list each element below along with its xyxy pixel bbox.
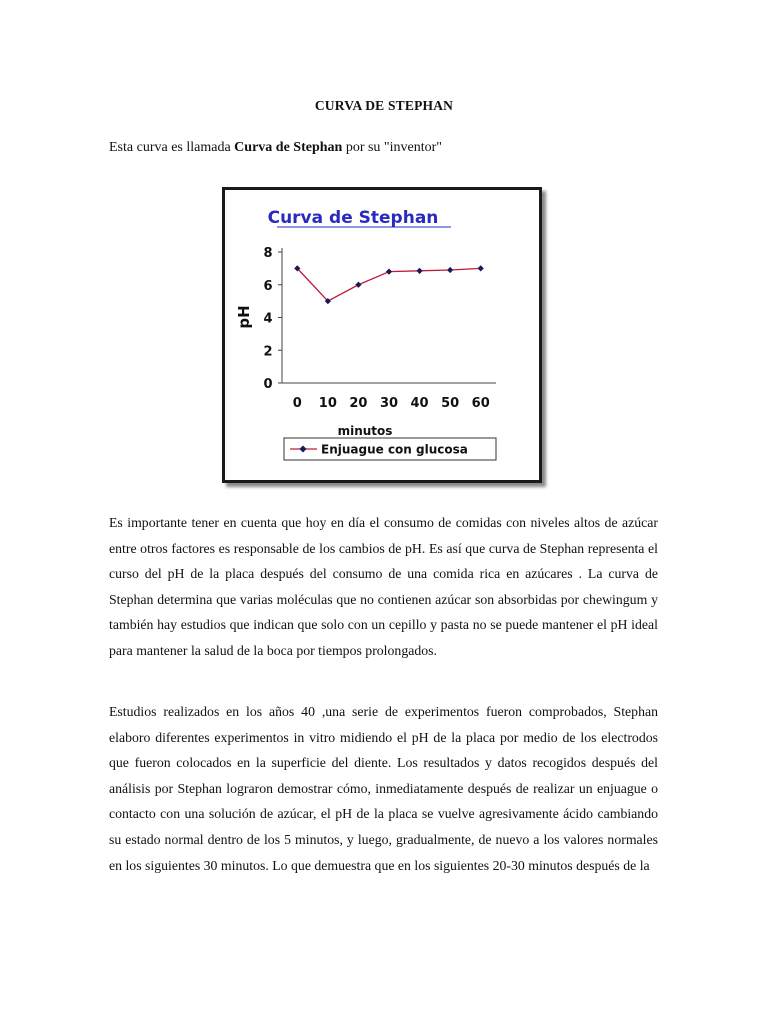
document-title: CURVA DE STEPHAN [314,98,454,113]
data-point [386,269,392,275]
x-axis-label: minutos [337,424,393,438]
y-tick-label: 0 [263,377,273,392]
intro-line [109,140,442,156]
x-tick-label: 0 [292,396,302,411]
x-tick-label: 20 [349,396,368,411]
data-point [416,268,422,274]
intro-text-after: por su "inventor" [342,140,443,155]
y-tick-label: 4 [263,311,273,327]
paragraph-1: Es importante tener en cuenta que hoy en día el consumo de comidas con niveles altos de azúcar entre otros factores es responsable de los cambios de pH. Es así que curva de Stephan representa el curso del pH de la placa después del consumo de una comida rica en azúcares . La curva de Stephan determina que varias moléculas que no contienen azúcar son absorbidas por chewingum y también hay estudios que indican que solo con un cepillo y pasta no se puede mantener el pH ideal para mantener la salud de la boca por tiempos prolongados. [109,515,658,658]
paragraph-2: Estudios realizados en los años 40 ,una serie de experimentos fueron comprobados, Stephan elaboro diferentes experimentos in vitro midiendo el pH de la placa por medio de los electrodos que fueron colocados en la superficie del diente. Los resultados y datos recogidos después del análisis por Stephan lograron demostrar cómo, inmediatamente después de realizar un enjuague o contacto con una solución de azúcar, el pH de la placa se vuelve agresivamente ácido cambiando su estado normal dentro de los 5 minutos, y luego, gradualmente, de nuevo a los valores normales en los siguientes 30 minutos. Lo que demuestra que en los siguientes 20-30 minutos después de la [109,704,658,873]
chart-series [294,265,484,304]
data-point [447,267,453,273]
y-tick-label: 6 [263,278,273,294]
data-point [355,282,361,288]
chart-title: Curva de Stephan [267,208,439,228]
chart-frame [222,187,542,483]
legend-label: Enjuague con glucosa [321,442,468,457]
y-tick-label: 8 [263,246,273,261]
chart-legend [284,438,496,460]
chart-axes [282,248,496,383]
x-tick-label: 50 [441,396,460,411]
y-tick-label: 2 [263,344,273,360]
stephan-chart [225,190,539,480]
data-point [478,265,484,271]
y-axis-label: pH [235,305,253,329]
x-tick-label: 10 [318,396,337,411]
x-tick-label: 60 [471,396,490,411]
intro-text-before: Esta curva es llamada [109,140,235,155]
x-tick-label: 40 [410,396,429,411]
intro-bold-term: Curva de Stephan [234,140,343,155]
x-tick-label: 30 [379,396,399,411]
